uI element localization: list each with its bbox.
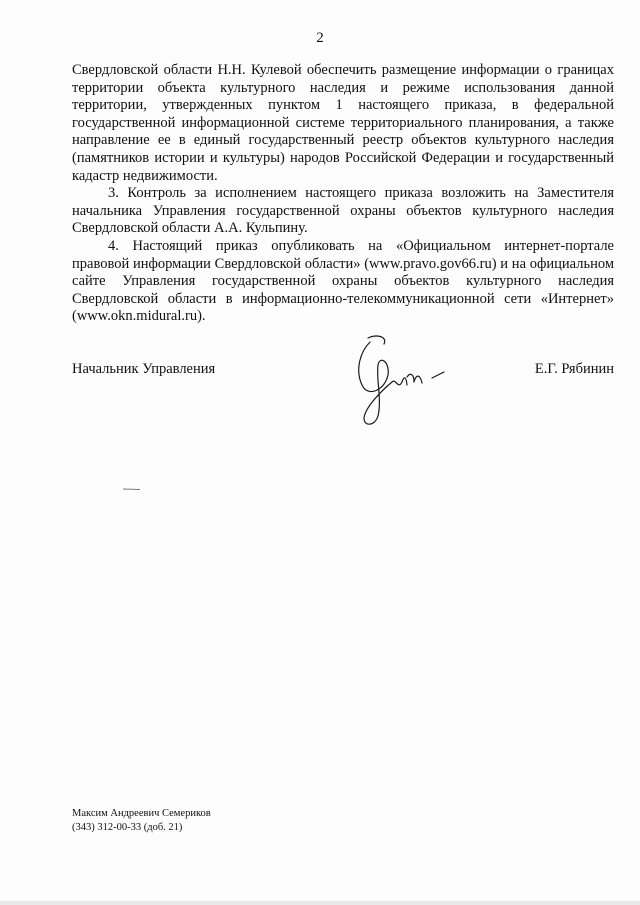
executor-name: Максим Андреевич Семериков xyxy=(72,808,211,819)
executor-block xyxy=(72,807,211,835)
document-body xyxy=(72,62,614,326)
scan-edge xyxy=(0,901,640,905)
paragraph-item-4: 4. Настоящий приказ опубликовать на «Официальном интернет-портале правовой информации Свердловской области» (www.pravo.gov66.ru) и на официальном сайте Управления государственной охраны объектов культурного наследия Свердловской области в информационно-телекоммуникационной сети «Интернет» (www.okn.midural.ru). xyxy=(72,237,614,325)
executor-phone: (343) 312-00-33 (доб. 21) xyxy=(72,822,183,833)
handwritten-signature xyxy=(340,330,455,430)
paragraph-continuation: Свердловской области Н.Н. Кулевой обеспечить размещение информации о границах территории объекта культурного наследия и режиме использования данной территории, утвержденных пунктом 1 настоящего приказа, в федеральной государственной информационной системе территориального планирования, а также направление ее в единый государственный реестр объектов культурного наследия (памятников истории и культуры) народов Российской Федерации и государственный кадастр недвижимости. xyxy=(72,62,614,184)
signatory-title: Начальник Управления xyxy=(72,361,216,377)
page-number: 2 xyxy=(316,30,324,46)
signatory-name: Е.Г. Рябинин xyxy=(534,361,614,377)
paragraph-item-3: 3. Контроль за исполнением настоящего приказа возложить на Заместителя начальника Управления государственной охраны объектов культурного наследия Свердловской области А.А. Кульпину. xyxy=(72,185,614,237)
scan-mark xyxy=(122,486,142,492)
